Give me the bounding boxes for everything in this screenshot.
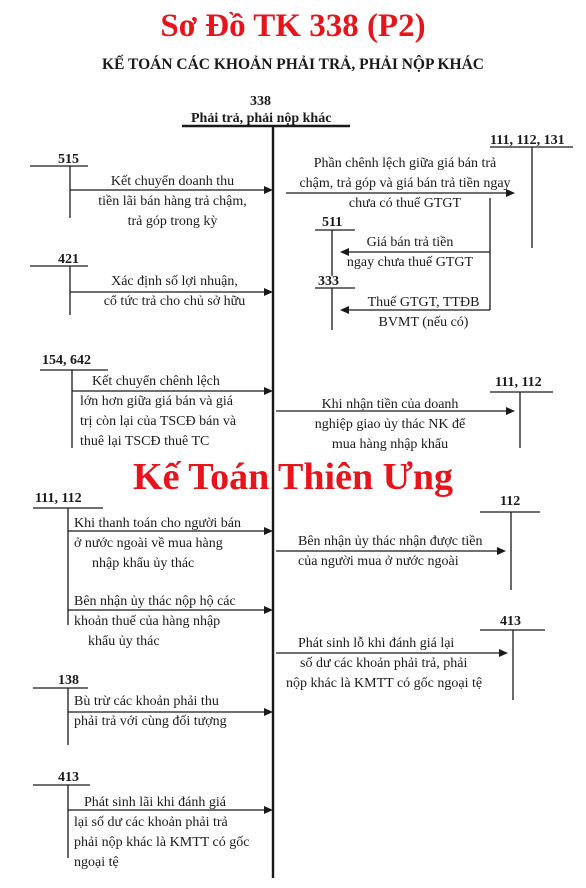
entry-line: chưa có thuế GTGT — [348, 196, 462, 211]
entry-111-112-left-text — [74, 514, 241, 574]
entry-line: BVMT (nếu có) — [378, 315, 469, 330]
entry-line: Phần chênh lệch giữa giá bán trả — [313, 156, 497, 171]
entry-line: Kết chuyển doanh thu — [110, 174, 235, 189]
entry-138-text — [74, 692, 227, 732]
entry-line: Phát sinh lãi khi đánh giá — [84, 795, 226, 810]
entry-154-642-text — [80, 372, 236, 452]
entry-515-text — [80, 172, 265, 232]
entry-line: phải trả với cùng đối tượng — [74, 714, 227, 729]
account-138: 138 — [58, 673, 79, 688]
account-413-right: 413 — [500, 614, 521, 629]
account-111-112-left: 111, 112 — [35, 491, 82, 506]
account-413-left: 413 — [58, 770, 79, 785]
entry-line: thuê lại TSCĐ thuê TC — [80, 434, 210, 449]
entry-line: tiền lãi bán hàng trả chậm, — [98, 194, 247, 209]
entry-line: số dư các khoản phải trả, phải — [300, 656, 468, 671]
account-111-112-131: 111, 112, 131 — [490, 133, 565, 148]
entry-line: ngoại tệ — [74, 855, 119, 870]
entry-line: nghiệp giao ủy thác NK để — [314, 417, 466, 432]
account-112: 112 — [500, 494, 521, 509]
entry-line: Bù trừ các khoản phải thu — [74, 694, 219, 709]
watermark-text: Kế Toán Thiên Ưng — [133, 456, 453, 498]
entry-line: Bên nhận ủy thác nộp hộ các — [74, 594, 236, 609]
entry-line: Xác định số lợi nhuận, — [111, 274, 238, 289]
entry-line: ngay chưa thuế GTGT — [346, 255, 474, 270]
account-511: 511 — [322, 215, 343, 230]
account-515: 515 — [58, 152, 79, 167]
entry-511-text — [330, 233, 490, 273]
entry-111-112-right-text — [290, 395, 490, 455]
entry-413-right-text — [286, 634, 482, 694]
account-111-112-right: 111, 112 — [495, 375, 542, 390]
entry-line: của người mua ở nước ngoài — [298, 554, 459, 569]
account-154-642: 154, 642 — [42, 353, 91, 368]
diagram-subtitle: KẾ TOÁN CÁC KHOẢN PHẢI TRẢ, PHẢI NỘP KHÁC — [102, 56, 484, 73]
entry-line: cổ tức trả cho chủ sở hữu — [103, 294, 246, 309]
entry-line: Khi thanh toán cho người bán — [74, 516, 242, 531]
entry-413-left-text — [74, 793, 249, 873]
entry-line: Bên nhận ủy thác nhận được tiền — [298, 534, 483, 549]
entry-tax-text — [74, 592, 236, 652]
entry-line: khẩu ủy thác — [88, 634, 160, 649]
entry-line: ở nước ngoài về mua hàng — [74, 536, 223, 551]
entry-line: Khi nhận tiền của doanh — [321, 397, 459, 412]
entry-line: Thuế GTGT, TTĐB — [367, 295, 480, 310]
main-account-code: 338 — [250, 94, 271, 109]
entry-line: nhập khẩu ủy thác — [92, 556, 195, 571]
entry-131-text — [280, 154, 530, 214]
entry-421-text — [82, 272, 267, 312]
entry-333-text — [356, 293, 491, 333]
account-421: 421 — [58, 252, 79, 267]
entry-line: mua hàng nhập khẩu — [331, 437, 449, 452]
entry-line: nộp khác là KMTT có gốc ngoại tệ — [286, 676, 483, 691]
entry-line: trị còn lại của TSCĐ bán và — [80, 414, 237, 429]
entry-line: Kết chuyển chênh lệch — [92, 374, 220, 389]
entry-line: phải nộp khác là KMTT có gốc — [74, 835, 250, 850]
entry-line: Phát sinh lỗ khi đánh giá lại — [298, 636, 455, 651]
entry-line: lớn hơn giữa giá bán và giá — [80, 394, 234, 409]
diagram-title: Sơ Đồ TK 338 (P2) — [160, 8, 426, 44]
entry-line: trả góp trong kỳ — [127, 214, 218, 229]
entry-112-text — [298, 532, 483, 572]
entry-line: chậm, trả góp và giá bán trả tiền ngay — [299, 176, 511, 191]
entry-line: lại số dư các khoản phải trả — [74, 815, 228, 830]
entry-line: khoản thuế của hàng nhập — [74, 614, 221, 629]
account-333: 333 — [318, 274, 339, 289]
main-account-name: Phải trả, phải nộp khác — [191, 111, 332, 126]
entry-line: Giá bán trả tiền — [366, 235, 454, 250]
